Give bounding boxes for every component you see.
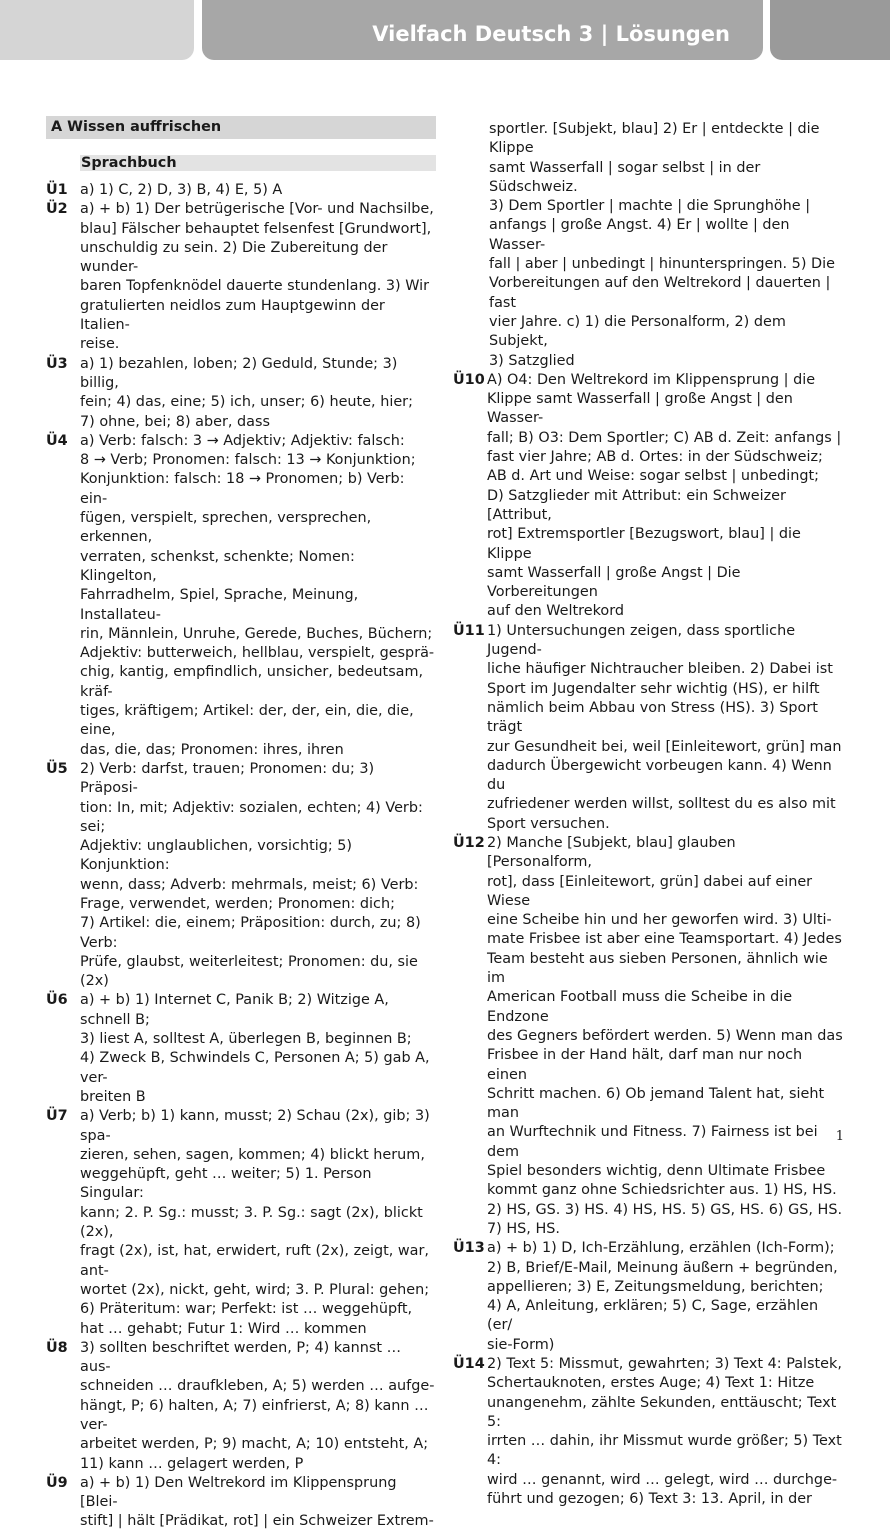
exercise-answer: a) + b) 1) Der betrügerische [Vor- und Nachsilbe, blau] Fälscher behauptet felsenfest [Grundwort], unschuldig zu sein. 2) Die Zubereitung der wunder- baren Topfenknödel dauerte stundenlang. 3) Wir gratulierten neidlos zum Hauptgewinn der Italien- reise. (80, 201, 434, 353)
section-heading: A Wissen auffrischen (46, 116, 436, 139)
right-column (453, 120, 845, 1509)
exercise-ue5 (46, 760, 436, 992)
exercise-answer: 1) Untersuchungen zeigen, dass sportliche Jugend- liche häufiger Nichtraucher bleiben. 2) Dabei ist Sport im Jugendalter sehr wichtig (HS), er hilft nämlich beim Abbau von Stress (HS). 3) Sport trägt zur Gesundheit bei, weil [Einleitewort, grün] man dadurch Übergewicht vorbeugen kann. 4) Wenn du zufriedener werden willst, solltest du es also mit Sport versuchen. (487, 622, 842, 832)
exercise-ue11 (453, 622, 845, 834)
exercise-number: Ü4 (46, 432, 68, 449)
exercise-ue6 (46, 991, 436, 1107)
page-number: 1 (835, 1129, 844, 1144)
left-column (46, 116, 436, 1532)
header-tab-left (0, 0, 194, 60)
exercise-ue4 (46, 432, 436, 760)
exercise-number: Ü9 (46, 1474, 68, 1491)
exercise-answer: 2) Text 5: Missmut, gewahrten; 3) Text 4: Palstek, Schertauknoten, erstes Auge; 4) Text 1: Hitze unangenehm, zählte Sekunden, enttäuscht; Text 5: irrten … dahin, ihr Missmut wurde größer; 5) Text 4: wird … genannt, wird … gelegt, wird … durchge- führt und gezogen; 6) Text 3: 13. April, in der (487, 1356, 842, 1508)
exercise-ue2 (46, 200, 436, 354)
header-tab-right (770, 0, 890, 60)
exercise-number: Ü3 (46, 355, 68, 372)
exercise-number: Ü11 (453, 622, 485, 639)
exercise-number: Ü13 (453, 1240, 485, 1257)
page-header-title: Vielfach Deutsch 3 | Lösungen (372, 22, 730, 46)
exercise-ue9 (46, 1474, 436, 1532)
exercise-number: Ü2 (46, 201, 68, 218)
exercise-ue8 (46, 1339, 436, 1474)
exercise-number: Ü8 (46, 1339, 68, 1356)
exercise-answer: a) + b) 1) Internet C, Panik B; 2) Witzige A, schnell B; 3) liest A, solltest A, überlegen B, beginnen B; 4) Zweck B, Schwindels C, Personen A; 5) gab A, ver- breiten B (80, 992, 430, 1105)
exercise-number: Ü12 (453, 834, 485, 851)
exercise-ue12 (453, 834, 845, 1239)
exercise-answer: 3) sollten beschriftet werden, P; 4) kannst … aus- schneiden … draufkleben, A; 5) werden … aufge- hängt, P; 6) halten, A; 7) einfrierst, A; 8) kann … ver- arbeitet werden, P; 9) macht, A; 10) entsteht, A; 11) kann … gelagert werden, P (80, 1339, 435, 1472)
exercise-answer: a) 1) bezahlen, loben; 2) Geduld, Stunde; 3) billig, fein; 4) das, eine; 5) ich, unser; 6) heute, hier; 7) ohne, bei; 8) aber, dass (80, 355, 413, 430)
exercise-number: Ü7 (46, 1108, 68, 1125)
exercise-number: Ü14 (453, 1356, 485, 1372)
exercise-answer: A) O4: Den Weltrekord im Klippensprung | die Klippe samt Wasserfall | große Angst | den Wasser- fall; B) O3: Dem Sportler; C) AB d. Zeit: anfangs | fast vier Jahre; AB d. Ortes: in der Südschweiz; AB d. Art und Weise: sogar selbst | unbedingt; D) Satzglieder mit Attribut: ein Schweizer [Attribut, rot] Extremsportler [Bezugswort, blau] | die Klippe samt Wasserfall | große Angst | Die Vorbereitungen auf den Weltrekord (487, 371, 842, 620)
sub-heading: Sprachbuch (80, 155, 436, 171)
exercise-answer: a) + b) 1) D, Ich-Erzählung, erzählen (Ich-Form); 2) B, Brief/E-Mail, Meinung äußern + begründen, appellieren; 3) E, Zeitungsmeldung, berichten; 4) A, Anleitung, erklären; 5) C, Sage, erzählen (er/ sie-Form) (487, 1240, 838, 1353)
exercise-answer: a) Verb; b) 1) kann, musst; 2) Schau (2x), gib; 3) spa- zieren, sehen, sagen, kommen; 4) blickt herum, weggehüpft, geht … weiter; 5) 1. Person Singular: kann; 2. P. Sg.: musst; 3. P. Sg.: sagt (2x), blickt (2x), fragt (2x), ist, hat, erwidert, ruft (2x), zeigt, war, ant- wortet (2x), nickt, geht, wird; 3. P. Plural: gehen; 6) Präteritum: war; Perfekt: ist … weggehüpft, hat … gehabt; Futur 1: Wird … kommen (80, 1108, 430, 1337)
exercise-number: Ü10 (453, 371, 485, 388)
exercise-answer: a) Verb: falsch: 3 → Adjektiv; Adjektiv: falsch: 8 → Verb; Pronomen: falsch: 13 → Konjunktion; Konjunktion: falsch: 18 → Pronomen; b) Verb: ein- fügen, verspielt, sprechen, versprechen, erkennen, verraten, schenkst, schenkte; Nomen: Klingelton, Fahrradhelm, Spiel, Sprache, Meinung, Installateu- rin, Männlein, Unruhe, Gerede, Buches, Büchern; Adjektiv: butterweich, hellblau, verspielt, gesprä- chig, kantig, empfindlich, unsicher, bedeutsam, kräf- tiges, kräftigem; Artikel: der, der, ein, die, die, eine, das, die, das; Pronomen: ihres, ihren (80, 432, 435, 758)
exercise-ue1 (46, 181, 436, 200)
exercise-ue10 (453, 371, 845, 622)
exercise-ue7 (46, 1107, 436, 1339)
exercise-ue13 (453, 1239, 845, 1355)
exercise-ue14 (453, 1355, 845, 1509)
exercise-ue3 (46, 355, 436, 432)
exercise-number: Ü1 (46, 182, 68, 198)
exercise-answer: a) 1) C, 2) D, 3) B, 4) E, 5) A (80, 182, 283, 198)
exercise-answer: 2) Verb: darfst, trauen; Pronomen: du; 3) Präposi- tion: In, mit; Adjektiv: sozialen, echten; 4) Verb: sei; Adjektiv: unglaublichen, vorsichtig; 5) Konjunktion: wenn, dass; Adverb: mehrmals, meist; 6) Verb: Frage, verwendet, werden; Pronomen: dich; 7) Artikel: die, einem; Präposition: durch, zu; 8) Verb: Prüfe, glaubst, weiterleitest; Pronomen: du, sie (2x) (80, 760, 423, 990)
exercise-number: Ü6 (46, 992, 68, 1009)
exercise-number: Ü5 (46, 760, 68, 777)
exercise-answer: a) + b) 1) Den Weltrekord im Klippensprung [Blei- stift] | hält [Prädikat, rot] | ein Schweizer Extrem- (80, 1474, 434, 1530)
exercise-ue9-continuation: sportler. [Subjekt, blau] 2) Er | entdeckte | die Klippe samt Wasserfall | sogar selbst | in der Südschweiz. 3) Dem Sportler | machte | die Sprunghöhe | anfangs | große Angst. 4) Er | wollte | den Wasser- fall | aber | unbedingt | hinunterspringen. 5) Die Vorbereitungen auf den Weltrekord | dauerten | fast vier Jahre. c) 1) die Personalform, 2) dem Subjekt, 3) Satzglied (489, 121, 835, 369)
exercise-answer: 2) Manche [Subjekt, blau] glauben [Personalform, rot], dass [Einleitewort, grün] dabei auf einer Wiese eine Scheibe hin und her geworfen wird. 3) Ulti- mate Frisbee ist aber eine Teamsportart. 4) Jedes Team besteht aus sieben Personen, ähnlich wie im American Football muss die Scheibe in die Endzone des Gegners befördert werden. 5) Wenn man das Frisbee in der Hand hält, darf man nur noch einen Schritt machen. 6) Ob jemand Talent hat, sieht man an Wurftechnik und Fitness. 7) Fairness ist bei dem Spiel besonders wichtig, denn Ultimate Frisbee kommt ganz ohne Schiedsrichter aus. 1) HS, HS. 2) HS, GS. 3) HS. 4) HS, HS. 5) GS, HS. 6) GS, HS. 7) HS, HS. (487, 834, 843, 1237)
